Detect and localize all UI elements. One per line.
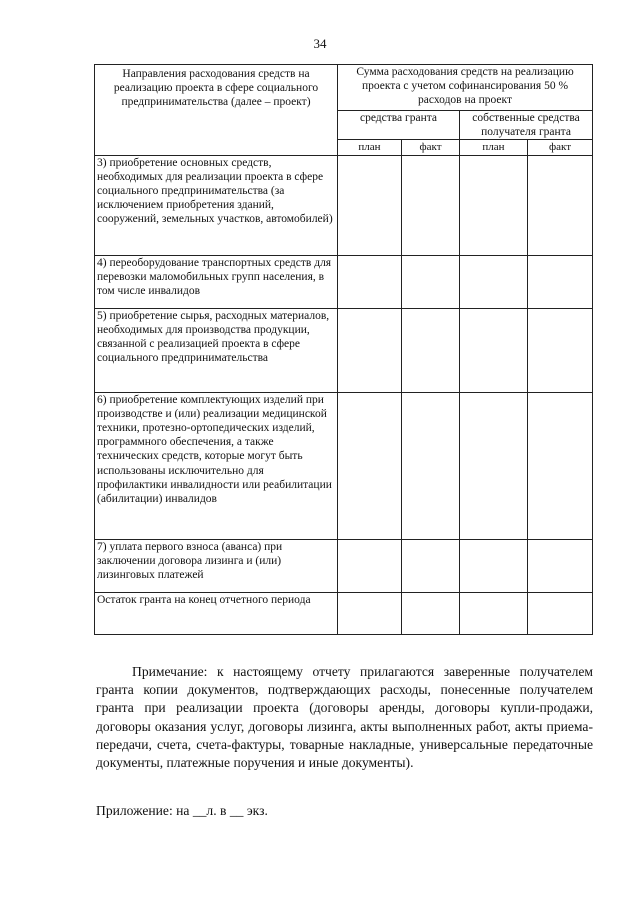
- grant-fact-cell[interactable]: [402, 155, 460, 255]
- own-plan-cell[interactable]: [460, 155, 528, 255]
- own-fact-cell[interactable]: [528, 392, 593, 539]
- header-own-fact: факт: [528, 140, 593, 155]
- grant-plan-cell[interactable]: [338, 308, 402, 392]
- grant-plan-cell[interactable]: [338, 155, 402, 255]
- table-row: [95, 155, 593, 255]
- grant-fact-cell[interactable]: [402, 392, 460, 539]
- table-row: [95, 592, 593, 634]
- header-directions: Направления расходования средств на реализацию проекта в сфере социального предпринимательства (далее – проект): [95, 65, 338, 156]
- own-plan-cell[interactable]: [460, 539, 528, 592]
- own-plan-cell[interactable]: [460, 592, 528, 634]
- note-paragraph: Примечание: к настоящему отчету прилагаются заверенные получателем гранта копии документов, подтверждающих расходы, понесенные получателем гранта при реализации проекта (договоры аренды, договоры купли-продажи, договоры оказания услуг, договоры лизинга, акты выполненных работ, акты приема-передачи, счета, счета-фактуры, товарные накладные, универсальные передаточные документы, платежные поручения и иные документы).: [96, 664, 593, 771]
- header-grant-plan: план: [338, 140, 402, 155]
- grant-fact-cell[interactable]: [402, 255, 460, 308]
- table-row: [95, 539, 593, 592]
- header-own-funds: собственные средства получателя гранта: [460, 111, 593, 140]
- table-row: [95, 255, 593, 308]
- own-fact-cell[interactable]: [528, 155, 593, 255]
- header-grant-fact: факт: [402, 140, 460, 155]
- table-row: [95, 308, 593, 392]
- row-label: 6) приобретение комплектующих изделий при производстве и (или) реализации медицинской техники, протезно-ортопедических изделий, программного обеспечения, а также технических средств, которые могут быть использованы исключительно для профилактики инвалидности или реабилитации (абилитации) инвалидов: [95, 392, 338, 539]
- row-label: 4) переоборудование транспортных средств для перевозки маломобильных групп населения, в том числе инвалидов: [95, 255, 338, 308]
- own-fact-cell[interactable]: [528, 308, 593, 392]
- grant-plan-cell[interactable]: [338, 592, 402, 634]
- appendix-line: Приложение: на __л. в __ экз.: [96, 803, 268, 818]
- own-fact-cell[interactable]: [528, 592, 593, 634]
- grant-fact-cell[interactable]: [402, 539, 460, 592]
- own-fact-cell[interactable]: [528, 255, 593, 308]
- grant-plan-cell[interactable]: [338, 255, 402, 308]
- header-sum: Сумма расходования средств на реализацию проекта с учетом софинансирования 50 % расходов на проект: [338, 65, 593, 111]
- grant-fact-cell[interactable]: [402, 592, 460, 634]
- header-own-plan: план: [460, 140, 528, 155]
- expense-report-table: [94, 64, 593, 635]
- row-label: 3) приобретение основных средств, необходимых для реализации проекта в сфере социального предпринимательства (за исключением приобретения зданий, сооружений, земельных участков, автомобилей): [95, 155, 338, 255]
- own-plan-cell[interactable]: [460, 308, 528, 392]
- grant-fact-cell[interactable]: [402, 308, 460, 392]
- table-row: [95, 392, 593, 539]
- page-number: 34: [313, 36, 327, 51]
- row-label: 5) приобретение сырья, расходных материалов, необходимых для производства продукции, связанной с реализацией проекта в сфере социального предпринимательства: [95, 308, 338, 392]
- grant-plan-cell[interactable]: [338, 392, 402, 539]
- own-fact-cell[interactable]: [528, 539, 593, 592]
- header-grant-funds: средства гранта: [338, 111, 460, 140]
- grant-plan-cell[interactable]: [338, 539, 402, 592]
- own-plan-cell[interactable]: [460, 255, 528, 308]
- row-label: 7) уплата первого взноса (аванса) при заключении договора лизинга и (или) лизинговых платежей: [95, 539, 338, 592]
- own-plan-cell[interactable]: [460, 392, 528, 539]
- row-label: Остаток гранта на конец отчетного периода: [95, 592, 338, 634]
